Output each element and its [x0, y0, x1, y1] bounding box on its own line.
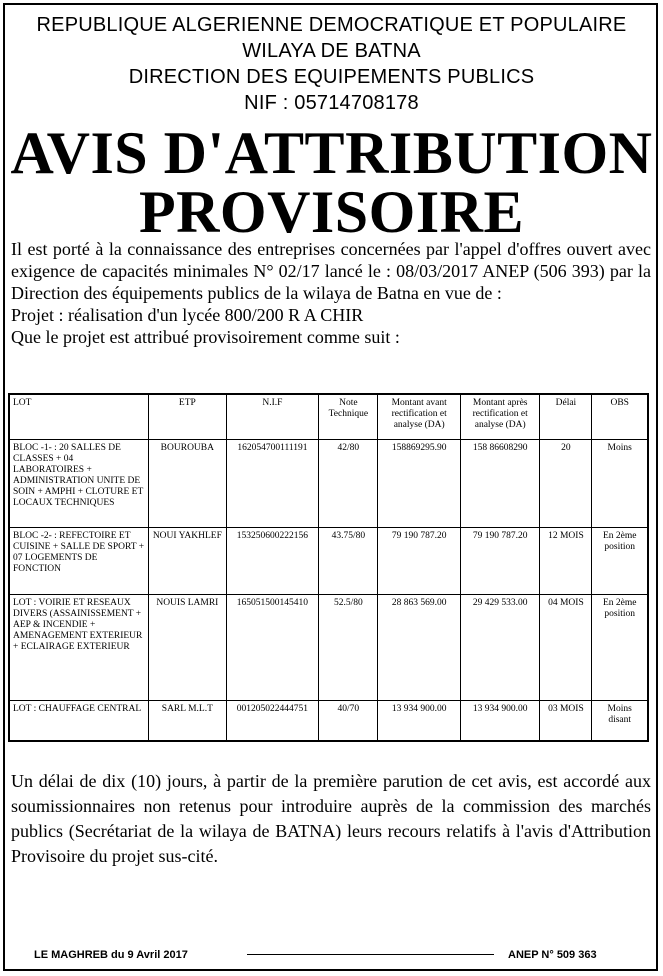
cell-note: 40/70: [319, 701, 378, 741]
cell-obs: Moins disant: [592, 701, 648, 741]
attribution-table: [8, 393, 649, 742]
cell-delai: 04 MOIS: [540, 595, 592, 701]
footer-publication: LE MAGHREB du 9 Avril 2017: [34, 949, 188, 961]
intro-projet: Projet : réalisation d'un lycée 800/200 R A CHIR: [11, 305, 364, 325]
cell-delai: 12 MOIS: [540, 528, 592, 595]
cell-nif: 153250600222156: [226, 528, 319, 595]
footer-divider: [247, 954, 494, 955]
col-header-note: Note Technique: [319, 394, 378, 440]
cell-lot: BLOC -2- : REFECTOIRE ET CUISINE + SALLE DE SPORT + 07 LOGEMENTS DE FONCTION: [9, 528, 149, 595]
cell-montant-apres: 158 86608290: [460, 440, 539, 528]
cell-montant-avant: 158869295.90: [378, 440, 461, 528]
table-row: [9, 528, 648, 595]
col-header-lot: LOT: [9, 394, 149, 440]
cell-nif: 001205022444751: [226, 701, 319, 741]
cell-etp: NOUIS LAMRI: [149, 595, 226, 701]
col-header-obs: OBS: [592, 394, 648, 440]
table-row: [9, 440, 648, 528]
intro-attribution: Que le projet est attribué provisoirement comme suit :: [11, 327, 400, 347]
intro-paragraph: Il est porté à la connaissance des entreprises concernées par l'appel d'offres ouvert avec exigence de capacités minimales N° 02/17 lancé le : 08/03/2017 ANEP (506 393) par la Direction des équipements publics de la wilaya de Batna en vue de :: [11, 239, 651, 303]
cell-obs: En 2ème position: [592, 528, 648, 595]
cell-delai: 20: [540, 440, 592, 528]
col-header-nif: N.I.F: [226, 394, 319, 440]
cell-nif: 165051500145410: [226, 595, 319, 701]
header-direction: DIRECTION DES EQUIPEMENTS PUBLICS: [128, 66, 535, 88]
cell-obs: En 2ème position: [592, 595, 648, 701]
col-header-montant-avant: Montant avant rectification et analyse (DA): [378, 394, 461, 440]
cell-montant-apres: 29 429 533.00: [460, 595, 539, 701]
col-header-delai: Délai: [540, 394, 592, 440]
intro-block: [11, 238, 651, 348]
title-line-2: PROVISOIRE: [138, 179, 525, 245]
cell-note: 43.75/80: [319, 528, 378, 595]
header-republic: REPUBLIQUE ALGERIENNE DEMOCRATIQUE ET POPULAIRE: [36, 14, 627, 36]
cell-etp: SARL M.L.T: [149, 701, 226, 741]
header-nif: NIF : 05714708178: [244, 92, 419, 114]
cell-montant-apres: 13 934 900.00: [460, 701, 539, 741]
cell-etp: BOUROUBA: [149, 440, 226, 528]
title-line-1: AVIS D'ATTRIBUTION: [10, 120, 653, 186]
cell-delai: 03 MOIS: [540, 701, 592, 741]
col-header-etp: ETP: [149, 394, 226, 440]
cell-lot: LOT : CHAUFFAGE CENTRAL: [9, 701, 149, 741]
cell-lot: LOT : VOIRIE ET RESEAUX DIVERS (ASSAINISSEMENT + AEP & INCENDIE + AMENAGEMENT EXTERIEUR + ECLAIRAGE EXTERIEUR: [9, 595, 149, 701]
table-row: [9, 701, 648, 741]
cell-etp: NOUI YAKHLEF: [149, 528, 226, 595]
cell-obs: Moins: [592, 440, 648, 528]
cell-note: 42/80: [319, 440, 378, 528]
footer-anep-number: ANEP N° 509 363: [508, 949, 597, 961]
col-header-montant-apres: Montant après rectification et analyse (DA): [460, 394, 539, 440]
table-header-row: [9, 394, 648, 440]
recours-paragraph: Un délai de dix (10) jours, à partir de la première parution de cet avis, est accordé aux soumissionnaires non retenus pour introduire auprès de la commission des marchés publics (Secrétariat de la wilaya de BATNA) leurs recours relatifs à l'avis d'Attribution Provisoire du projet sus-cité.: [11, 771, 651, 866]
cell-note: 52.5/80: [319, 595, 378, 701]
table-row: [9, 595, 648, 701]
header-wilaya: WILAYA DE BATNA: [242, 40, 421, 62]
cell-montant-avant: 13 934 900.00: [378, 701, 461, 741]
cell-montant-avant: 79 190 787.20: [378, 528, 461, 595]
cell-montant-avant: 28 863 569.00: [378, 595, 461, 701]
cell-nif: 162054700111191: [226, 440, 319, 528]
cell-lot: BLOC -1- : 20 SALLES DE CLASSES + 04 LABORATOIRES + ADMINISTRATION UNITE DE SOIN + AMPHI + CLOTURE ET LOCAUX TECHNIQUES: [9, 440, 149, 528]
cell-montant-apres: 79 190 787.20: [460, 528, 539, 595]
